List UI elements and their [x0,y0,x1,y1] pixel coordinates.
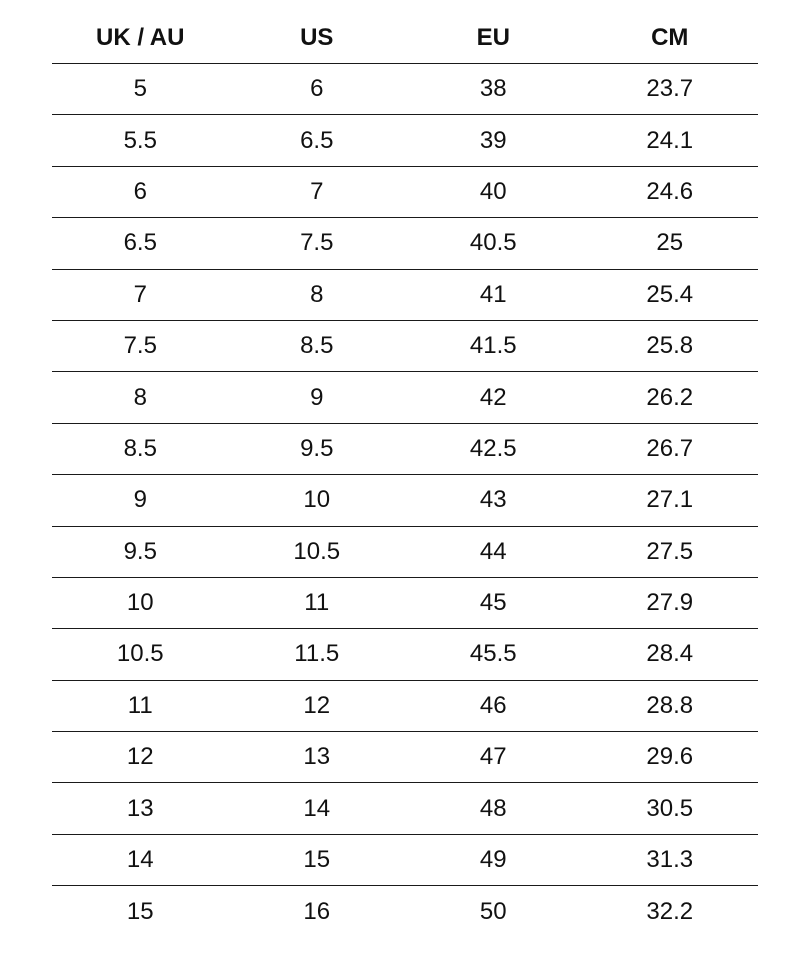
table-cell-uk-au: 13 [126,794,154,822]
size-chart-table [52,12,758,938]
table-cell-cm: 25.4 [646,280,694,308]
table-row [52,64,758,115]
table-cell-cm: 26.2 [646,383,694,411]
table-cell-us: 12 [303,691,331,719]
table-cell-uk-au: 10.5 [116,640,164,668]
table-row [52,886,758,937]
table-cell-us: 11 [304,589,330,617]
table-row [52,321,758,372]
table-cell-cm: 28.4 [646,640,694,668]
table-row [52,372,758,423]
table-cell-eu: 42 [479,383,507,411]
table-cell-us: 6.5 [300,126,334,154]
table-cell-eu: 41 [479,280,507,308]
table-cell-us: 9 [310,383,324,411]
table-cell-eu: 44 [479,537,507,565]
table-cell-eu: 42.5 [469,434,517,462]
table-cell-us: 15 [303,846,331,874]
table-cell-eu: 47 [479,743,507,771]
table-cell-cm: 30.5 [646,794,694,822]
table-cell-eu: 40.5 [469,229,517,257]
table-cell-us: 8.5 [300,332,334,360]
table-cell-uk-au: 9.5 [123,537,157,565]
table-cell-eu: 41.5 [469,332,517,360]
table-cell-eu: 46 [479,691,507,719]
table-cell-cm: 27.9 [646,589,694,617]
table-row [52,629,758,680]
table-row [52,527,758,578]
table-row [52,167,758,218]
table-row [52,424,758,475]
column-header-us: US [300,23,334,51]
table-cell-us: 6 [310,75,324,103]
table-cell-cm: 24.6 [646,177,694,205]
table-cell-uk-au: 8.5 [123,434,157,462]
table-cell-cm: 27.5 [646,537,694,565]
table-cell-eu: 50 [479,897,507,925]
table-cell-eu: 40 [479,177,507,205]
table-row [52,270,758,321]
table-cell-cm: 24.1 [646,126,694,154]
table-cell-cm: 26.7 [646,434,694,462]
table-cell-uk-au: 7 [133,280,147,308]
table-body [52,64,758,938]
table-cell-eu: 45 [479,589,507,617]
table-cell-us: 11.5 [294,640,340,668]
table-cell-uk-au: 6.5 [123,229,157,257]
table-cell-uk-au: 9 [133,486,147,514]
table-cell-us: 16 [303,897,331,925]
table-cell-uk-au: 12 [126,743,154,771]
table-cell-cm: 31.3 [646,846,694,874]
table-cell-uk-au: 15 [126,897,154,925]
table-cell-uk-au: 5 [133,75,147,103]
table-cell-uk-au: 8 [133,383,147,411]
table-cell-cm: 27.1 [646,486,694,514]
table-row [52,681,758,732]
table-cell-us: 10.5 [293,537,341,565]
table-row [52,732,758,783]
table-cell-us: 8 [310,280,324,308]
table-cell-cm: 32.2 [646,897,694,925]
table-row [52,835,758,886]
table-cell-us: 9.5 [300,434,334,462]
table-cell-eu: 43 [479,486,507,514]
table-cell-eu: 45.5 [469,640,517,668]
table-cell-cm: 25 [656,229,684,257]
column-header-cm: CM [651,23,689,51]
table-cell-us: 7 [310,177,324,205]
table-row [52,783,758,834]
table-cell-us: 10 [303,486,331,514]
table-cell-us: 7.5 [300,229,334,257]
table-row [52,475,758,526]
table-row [52,115,758,166]
table-cell-cm: 25.8 [646,332,694,360]
table-cell-eu: 49 [479,846,507,874]
table-cell-cm: 28.8 [646,691,694,719]
table-cell-eu: 48 [479,794,507,822]
table-cell-cm: 29.6 [646,743,694,771]
table-cell-uk-au: 14 [126,846,154,874]
table-header-row [52,12,758,64]
table-cell-cm: 23.7 [646,75,694,103]
table-cell-uk-au: 10 [126,589,154,617]
table-cell-uk-au: 5.5 [123,126,157,154]
table-row [52,218,758,269]
table-cell-us: 14 [303,794,331,822]
table-cell-eu: 39 [479,126,507,154]
table-cell-uk-au: 6 [133,177,147,205]
column-header-eu: EU [476,23,510,51]
column-header-uk-au: UK / AU [96,23,185,51]
table-cell-uk-au: 11 [127,691,153,719]
table-cell-us: 13 [303,743,331,771]
table-cell-uk-au: 7.5 [123,332,157,360]
table-row [52,578,758,629]
table-cell-eu: 38 [479,75,507,103]
